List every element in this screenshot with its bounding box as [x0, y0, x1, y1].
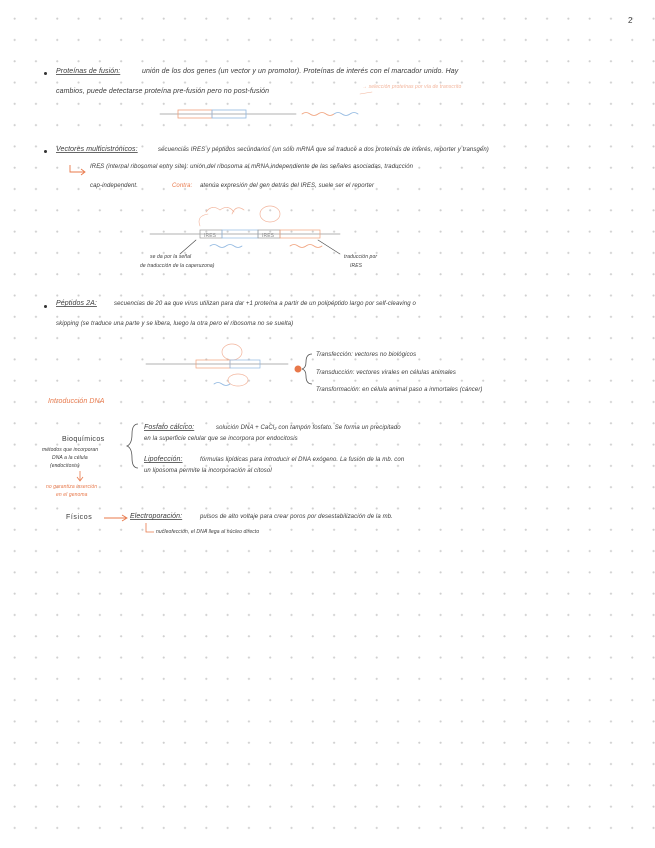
fisicos-label: Físicos — [66, 514, 93, 521]
page-number: 2 — [628, 16, 633, 25]
fusion-line-2: cambios, puede detectarse proteína pre-fusión pero no post-fusión — [56, 88, 270, 95]
nucleofeccion-line: nucleofección, el DNA llega al núcleo directo — [156, 529, 260, 535]
transfer-item-3: Transformación: en célula animal paso a inmortales (cáncer) — [316, 387, 483, 393]
ires-line-2a: cap-independent. — [90, 183, 138, 189]
fosfato-term: Fosfato cálcico: — [144, 424, 195, 431]
electroporacion-term: Electroporación: — [130, 513, 183, 520]
label-ires-2: IRES — [350, 263, 363, 269]
warning-1: no garantiza inserción — [46, 484, 98, 490]
peptide-2a-diagram — [146, 344, 288, 386]
lipofeccion-term: Lipofección: — [144, 456, 183, 463]
peptidos-line-2: skipping (se traduce una parte y se libera, luego la otra pero el ribosoma no se suelta) — [56, 321, 294, 327]
bioquimicos-label: Bioquímicos — [62, 436, 105, 443]
peptidos-term: Péptidos 2A: — [56, 300, 97, 307]
fusion-side-note: → selección proteínas por vía de transcrito — [362, 84, 462, 90]
ires-line-2b: atenúa expresión del gen detrás del IRES, suele ser el reporter — [200, 183, 375, 189]
peptidos-line-1: secuencias de 20 aa que virus utilizan para dar +1 proteína a partir de un polipéptido largo por self-cleaving o — [114, 301, 416, 307]
arrow-icon — [146, 523, 154, 532]
transfer-item-1: Transfección: vectores no biológicos — [316, 352, 417, 358]
brace-icon — [302, 354, 312, 384]
contra-label: Contra: — [172, 183, 193, 189]
arrow-icon — [70, 165, 84, 172]
fosfato-line-1: solución DNA + CaCl₂ con tampón fosfato. Se forma un precipitado — [216, 425, 401, 431]
fusion-line-1: unión de los dos genes (un vector y un promotor). Proteínas de interés con el marcador unido. Hay — [142, 68, 459, 75]
transfer-item-2: Transducción: vectores virales en células animales — [316, 370, 456, 376]
label-cap-1: se da por la señal — [150, 254, 192, 260]
lipofeccion-line-2: un liposoma permite la incorporación al citosol — [144, 468, 272, 474]
diagram-box-label-1: IRES — [204, 233, 217, 239]
fusion-term: Proteínas de fusión: — [56, 68, 121, 75]
bioquimicos-note-1: métodos que incorporan — [42, 447, 99, 453]
multicistronic-diagram — [150, 206, 340, 254]
electroporacion-line: pulsos de alto voltaje para crear poros por desestabilización de la mb. — [200, 514, 393, 520]
warning-2: en el genoma — [56, 492, 88, 498]
vectores-line-1: secuencias IRES y péptidos secundarios (un sólo mRNA que se traduce a dos proteínas de interés, reporter y transgén) — [158, 147, 489, 153]
bioquimicos-note-2: DNA a la célula — [52, 455, 88, 461]
label-ires-1: traducción por — [344, 254, 378, 260]
fusion-vector-diagram — [160, 92, 372, 118]
orange-dot-icon — [295, 366, 302, 373]
vectores-term: Vectores multicistrónicos: — [56, 146, 138, 153]
diagram-box-label-2: IRES — [262, 233, 275, 239]
ires-line-1: IRES (internal ribosomal entry site): unión del ribosoma al mRNA independiente de las señales asociadas, traducción — [90, 164, 414, 170]
bioquimicos-note-3: (endocitosis) — [50, 463, 80, 469]
introduccion-heading: Introducción DNA — [48, 398, 105, 405]
lipofeccion-line-1: fórmulas lipídicas para introducir el DNA exógeno. La fusión de la mb. con — [200, 457, 405, 463]
brace-icon — [127, 424, 138, 468]
label-cap-2: de traducción de la caperuzona) — [140, 263, 215, 269]
fosfato-line-2: en la superficie celular que se incorpora por endocitosis — [144, 436, 298, 442]
